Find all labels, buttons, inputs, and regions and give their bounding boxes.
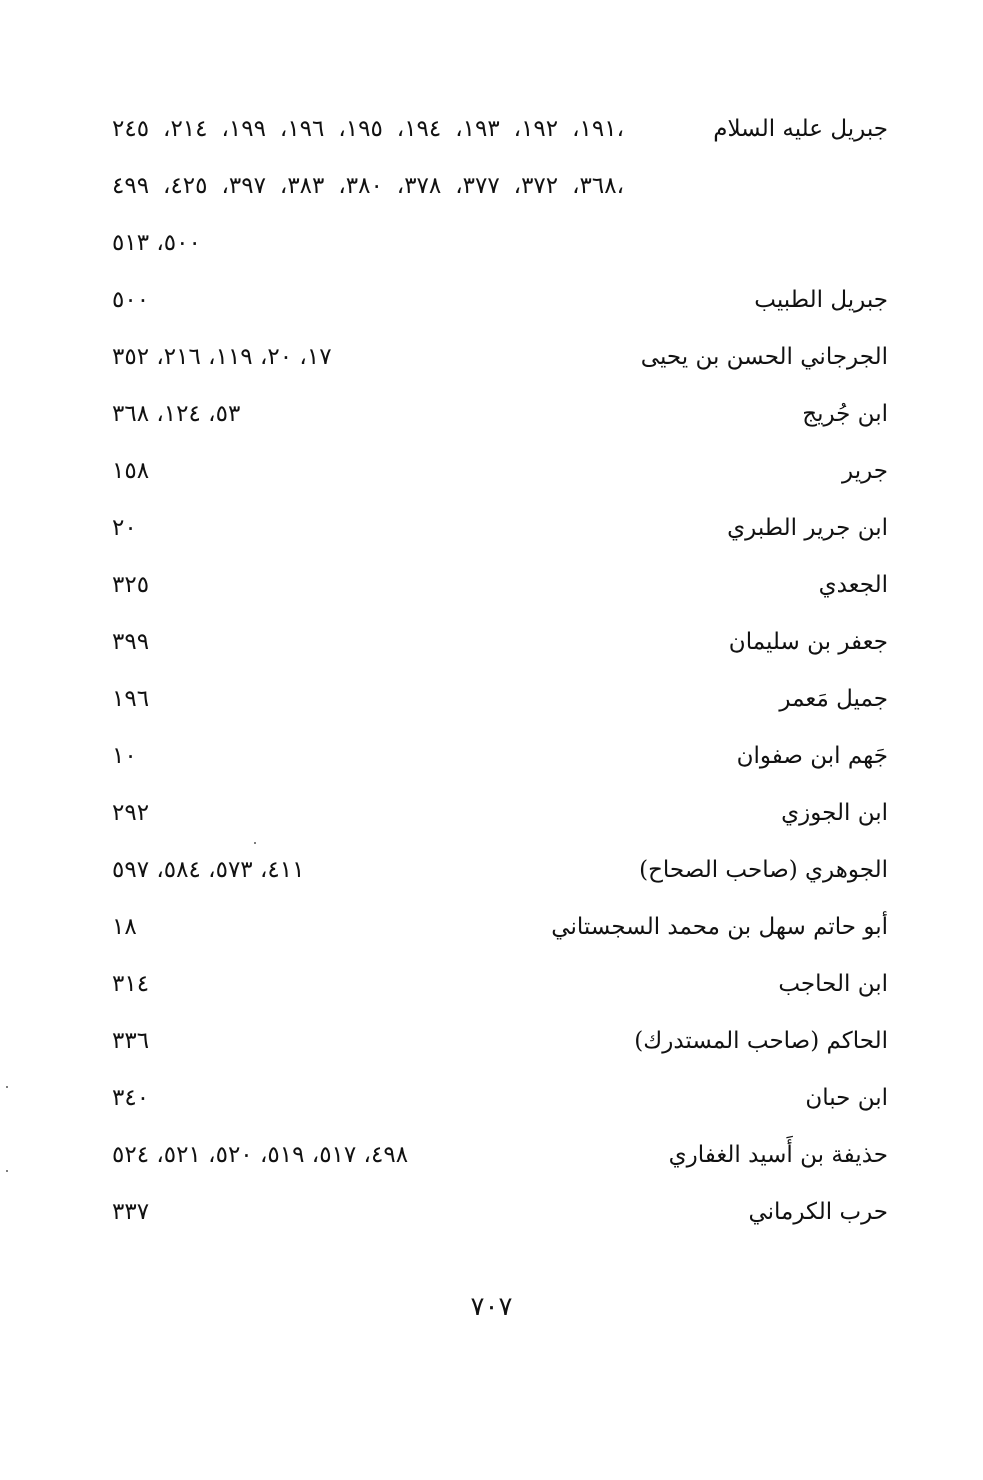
entry-pages: ١٩١، ١٩٢، ١٩٣، ١٩٤، ١٩٥، ١٩٦، ١٩٩، ٢١٤، ٢٤٥، — [112, 116, 624, 142]
entry-name: جعفر بن سليمان — [728, 629, 888, 655]
index-entry — [112, 1077, 888, 1134]
entry-name: ابن حبان — [805, 1085, 888, 1111]
entry-pages: ٣٣٧ — [112, 1199, 150, 1225]
index-entry — [112, 792, 888, 849]
entry-pages: ٤١١، ٥٧٣، ٥٨٤، ٥٩٧ — [112, 857, 305, 883]
entry-name: أبو حاتم سهل بن محمد السجستاني — [551, 914, 888, 940]
index-entry — [112, 108, 888, 165]
entry-name: ابن الحاجب — [778, 971, 888, 997]
index-entry — [112, 906, 888, 963]
name-index-list — [112, 108, 888, 1248]
index-entry — [112, 1020, 888, 1077]
entry-pages: ١٠ — [112, 743, 137, 769]
index-entry — [112, 279, 888, 336]
entry-pages: ٣١٤ — [112, 971, 150, 997]
entry-pages: ٣٢٥ — [112, 572, 150, 598]
page-number: ٧٠٧ — [470, 1292, 513, 1322]
index-entry — [112, 1134, 888, 1191]
scan-speck — [6, 1170, 8, 1172]
entry-pages: ٤٩٨، ٥١٧، ٥١٩، ٥٢٠، ٥٢١، ٥٢٤ — [112, 1142, 409, 1168]
index-entry — [112, 393, 888, 450]
entry-name: الجرجاني الحسن بن يحيى — [640, 344, 888, 370]
index-entry — [112, 450, 888, 507]
entry-pages: ١٧، ٢٠، ١١٩، ٢١٦، ٣٥٢ — [112, 344, 332, 370]
entry-name: جبريل عليه السلام — [713, 116, 888, 142]
entry-pages: ٥٠٠، ٥١٣ — [112, 230, 201, 256]
scan-speck — [254, 842, 256, 844]
index-entry — [112, 564, 888, 621]
index-entry — [112, 678, 888, 735]
entry-pages: ٣٤٠ — [112, 1085, 150, 1111]
index-entry-continuation — [112, 222, 888, 279]
entry-name: الجعدي — [818, 572, 888, 598]
entry-name: حرب الكرماني — [748, 1199, 888, 1225]
entry-pages: ٢٩٢ — [112, 800, 150, 826]
entry-name: جَهم ابن صفوان — [736, 743, 888, 769]
entry-name: جبريل الطبيب — [754, 287, 888, 313]
index-entry — [112, 507, 888, 564]
entry-pages: ٥٠٠ — [112, 287, 150, 313]
entry-name: الجوهري (صاحب الصحاح) — [639, 857, 888, 883]
entry-pages: ٣٦٨، ٣٧٢، ٣٧٧، ٣٧٨، ٣٨٠، ٣٨٣، ٣٩٧، ٤٢٥، ٤٩٩، — [112, 173, 624, 199]
index-entry — [112, 1191, 888, 1248]
entry-name: ابن الجوزي — [781, 800, 888, 826]
entry-pages: ١٩٦ — [112, 686, 150, 712]
entry-pages: ١٥٨ — [112, 458, 150, 484]
index-entry — [112, 336, 888, 393]
index-entry — [112, 849, 888, 906]
entry-pages: ٣٣٦ — [112, 1028, 150, 1054]
entry-pages: ٣٩٩ — [112, 629, 150, 655]
entry-pages: ١٨ — [112, 914, 137, 940]
entry-pages: ٥٣، ١٢٤، ٣٦٨ — [112, 401, 241, 427]
entry-name: جرير — [842, 458, 888, 484]
entry-name: جميل مَعمر — [779, 686, 888, 712]
index-entry — [112, 963, 888, 1020]
entry-name: ابن جُريج — [802, 401, 888, 427]
index-entry — [112, 735, 888, 792]
entry-name: حذيفة بن أَسيد الغفاري — [668, 1142, 888, 1168]
scan-speck — [6, 1086, 8, 1088]
entry-name: الحاكم (صاحب المستدرك) — [634, 1028, 888, 1054]
entry-name: ابن جرير الطبري — [727, 515, 888, 541]
index-entry — [112, 621, 888, 678]
index-entry-continuation — [112, 165, 888, 222]
entry-pages: ٢٠ — [112, 515, 137, 541]
